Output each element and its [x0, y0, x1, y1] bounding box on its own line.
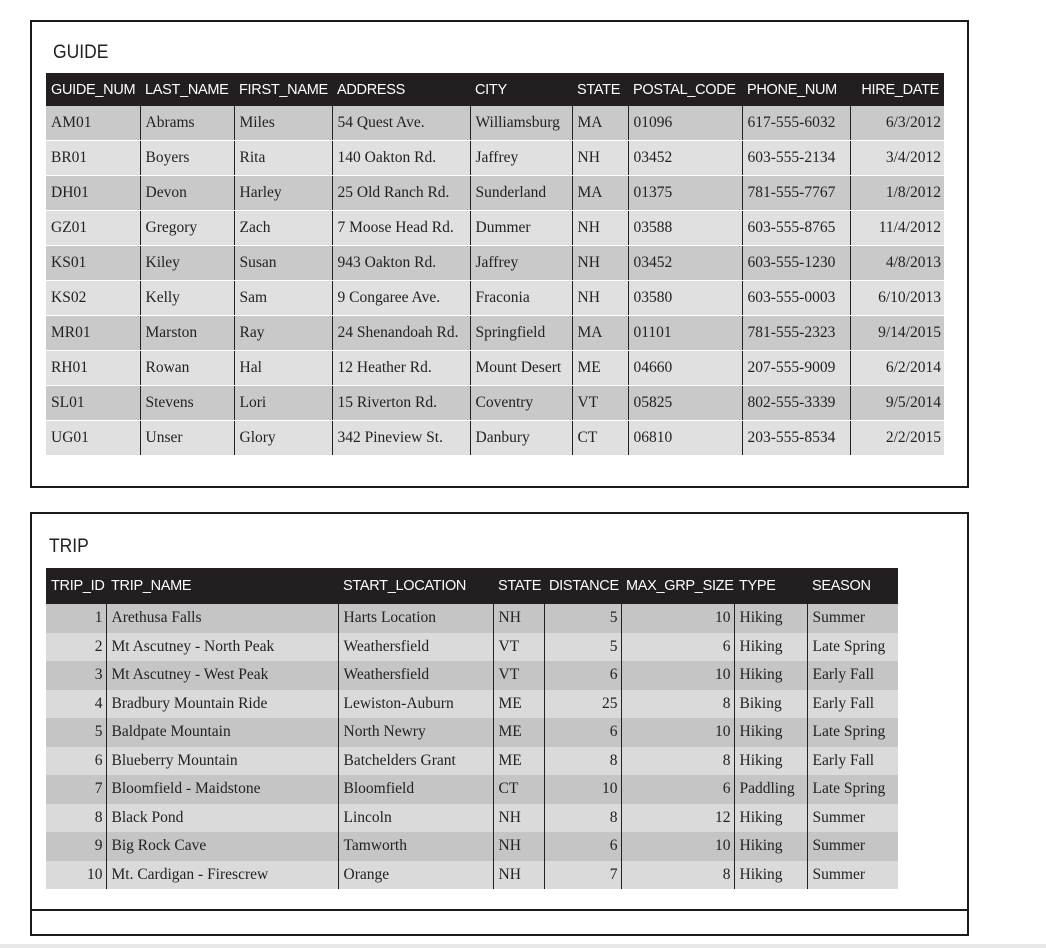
- trip-table-cell: 2: [46, 633, 106, 662]
- guide-table-cell: Zach: [234, 211, 332, 246]
- trip-table-title: TRIP: [49, 536, 89, 557]
- trip-table-cell: Early Fall: [807, 747, 898, 776]
- guide-table-row: [46, 141, 944, 176]
- trip-table-cell: ME: [493, 747, 544, 776]
- trip-table-cell: 5: [544, 604, 621, 633]
- trip-table-row: [46, 747, 898, 776]
- guide-table-cell: 05825: [628, 386, 742, 421]
- guide-table-cell: KS02: [46, 281, 140, 316]
- trip-table-cell: Hiking: [734, 718, 807, 747]
- guide-table-cell: 603-555-0003: [742, 281, 850, 316]
- guide-column-header: GUIDE_NUM: [46, 73, 140, 106]
- guide-table-cell: 24 Shenandoah Rd.: [332, 316, 470, 351]
- guide-table-cell: SL01: [46, 386, 140, 421]
- guide-table-cell: 12 Heather Rd.: [332, 351, 470, 386]
- guide-table-cell: 04660: [628, 351, 742, 386]
- trip-table-cell: 10: [621, 718, 734, 747]
- guide-table-cell: 01101: [628, 316, 742, 351]
- trip-table-cell: 1: [46, 604, 106, 633]
- guide-table-cell: ME: [572, 351, 628, 386]
- guide-table-cell: NH: [572, 211, 628, 246]
- trip-table-cell: 6: [544, 718, 621, 747]
- trip-table-cell: 6: [621, 775, 734, 804]
- guide-table-cell: 207-555-9009: [742, 351, 850, 386]
- guide-table-cell: 4/8/2013: [850, 246, 944, 281]
- trip-table-cell: 6: [621, 633, 734, 662]
- guide-table-cell: 203-555-8534: [742, 421, 850, 456]
- trip-table-cell: Paddling: [734, 775, 807, 804]
- guide-table-row: [46, 106, 944, 141]
- guide-table-cell: 03452: [628, 246, 742, 281]
- trip-table-cell: 8: [621, 747, 734, 776]
- trip-table-cell: 10: [621, 832, 734, 861]
- trip-table-cell: Late Spring: [807, 775, 898, 804]
- guide-table-cell: 802-555-3339: [742, 386, 850, 421]
- trip-table-cell: Mt. Cardigan - Firescrew: [106, 861, 338, 890]
- guide-table-cell: Jaffrey: [470, 141, 572, 176]
- guide-table-row: [46, 316, 944, 351]
- trip-table-cell: Bloomfield: [338, 775, 493, 804]
- trip-table-cell: 5: [46, 718, 106, 747]
- trip-table-cell: Summer: [807, 604, 898, 633]
- guide-table-cell: NH: [572, 246, 628, 281]
- page-bottom-edge: [0, 944, 1046, 948]
- guide-table-cell: Springfield: [470, 316, 572, 351]
- guide-table-cell: DH01: [46, 176, 140, 211]
- guide-table-cell: 943 Oakton Rd.: [332, 246, 470, 281]
- guide-table-cell: MR01: [46, 316, 140, 351]
- guide-table-cell: 01096: [628, 106, 742, 141]
- trip-table-cell: 10: [544, 775, 621, 804]
- guide-table-cell: 25 Old Ranch Rd.: [332, 176, 470, 211]
- guide-column-header: PHONE_NUM: [742, 73, 850, 106]
- guide-table-panel: [30, 20, 969, 488]
- trip-table-cell: Baldpate Mountain: [106, 718, 338, 747]
- guide-table-cell: Coventry: [470, 386, 572, 421]
- trip-column-header: MAX_GRP_SIZE: [621, 568, 734, 604]
- guide-table-cell: 603-555-1230: [742, 246, 850, 281]
- guide-table-cell: Abrams: [140, 106, 234, 141]
- guide-table-cell: Sunderland: [470, 176, 572, 211]
- trip-table-cell: 10: [46, 861, 106, 890]
- trip-table-row: [46, 690, 898, 719]
- trip-table-cell: Hiking: [734, 747, 807, 776]
- trip-table-cell: NH: [493, 804, 544, 833]
- trip-table-cell: Harts Location: [338, 604, 493, 633]
- guide-table-cell: KS01: [46, 246, 140, 281]
- guide-table-cell: 617-555-6032: [742, 106, 850, 141]
- trip-table-cell: 10: [621, 661, 734, 690]
- trip-table-cell: Lewiston-Auburn: [338, 690, 493, 719]
- trip-table-cell: Weathersfield: [338, 633, 493, 662]
- guide-table-cell: MA: [572, 106, 628, 141]
- trip-table-cell: 3: [46, 661, 106, 690]
- guide-table-cell: Susan: [234, 246, 332, 281]
- trip-table-cell: 8: [46, 804, 106, 833]
- trip-table-cell: Orange: [338, 861, 493, 890]
- guide-column-header: STATE: [572, 73, 628, 106]
- trip-table-cell: 8: [621, 690, 734, 719]
- trip-table-cell: Summer: [807, 804, 898, 833]
- guide-table-cell: MA: [572, 316, 628, 351]
- trip-table-cell: Late Spring: [807, 718, 898, 747]
- guide-table-row: [46, 211, 944, 246]
- trip-column-header: START_LOCATION: [338, 568, 493, 604]
- guide-table-cell: AM01: [46, 106, 140, 141]
- guide-table-cell: Danbury: [470, 421, 572, 456]
- guide-table-cell: BR01: [46, 141, 140, 176]
- guide-table-cell: Unser: [140, 421, 234, 456]
- guide-column-header: FIRST_NAME: [234, 73, 332, 106]
- trip-table-cell: NH: [493, 832, 544, 861]
- guide-table-cell: Hal: [234, 351, 332, 386]
- trip-table-cell: Summer: [807, 832, 898, 861]
- guide-table-cell: NH: [572, 281, 628, 316]
- trip-table-panel: [30, 512, 969, 936]
- trip-table-cell: Hiking: [734, 633, 807, 662]
- trip-table-cell: VT: [493, 661, 544, 690]
- trip-table-cell: NH: [493, 861, 544, 890]
- guide-table-row: [46, 421, 944, 456]
- trip-table-cell: Hiking: [734, 861, 807, 890]
- trip-table-cell: 6: [544, 661, 621, 690]
- trip-table-cell: Bradbury Mountain Ride: [106, 690, 338, 719]
- guide-table-title: GUIDE: [53, 42, 109, 63]
- guide-table-cell: Harley: [234, 176, 332, 211]
- guide-table-cell: 781-555-2323: [742, 316, 850, 351]
- guide-table-cell: 15 Riverton Rd.: [332, 386, 470, 421]
- trip-table-row: [46, 661, 898, 690]
- trip-table-cell: Mt Ascutney - West Peak: [106, 661, 338, 690]
- guide-table-cell: 603-555-2134: [742, 141, 850, 176]
- trip-column-header: TYPE: [734, 568, 807, 604]
- trip-table-cell: ME: [493, 718, 544, 747]
- guide-table-cell: Ray: [234, 316, 332, 351]
- trip-table-cell: ME: [493, 690, 544, 719]
- trip-table-row: [46, 832, 898, 861]
- guide-table-cell: Williamsburg: [470, 106, 572, 141]
- guide-table-cell: 03580: [628, 281, 742, 316]
- guide-table-cell: 7 Moose Head Rd.: [332, 211, 470, 246]
- trip-table-cell: 8: [544, 804, 621, 833]
- trip-table-cell: 10: [621, 604, 734, 633]
- guide-table-cell: Devon: [140, 176, 234, 211]
- trip-table-cell: 8: [544, 747, 621, 776]
- trip-table-cell: 9: [46, 832, 106, 861]
- trip-table-cell: 7: [544, 861, 621, 890]
- guide-column-header: ADDRESS: [332, 73, 470, 106]
- guide-table-row: [46, 386, 944, 421]
- trip-column-header: TRIP_ID: [46, 568, 106, 604]
- guide-table-cell: 06810: [628, 421, 742, 456]
- trip-table-cell: Early Fall: [807, 661, 898, 690]
- guide-table-cell: 1/8/2012: [850, 176, 944, 211]
- guide-table-cell: Fraconia: [470, 281, 572, 316]
- trip-table-cell: Early Fall: [807, 690, 898, 719]
- trip-table-row: [46, 633, 898, 662]
- trip-table-cell: 6: [46, 747, 106, 776]
- guide-table-cell: 342 Pineview St.: [332, 421, 470, 456]
- trip-table-cell: Big Rock Cave: [106, 832, 338, 861]
- guide-table-cell: 9/14/2015: [850, 316, 944, 351]
- trip-table-cell: Blueberry Mountain: [106, 747, 338, 776]
- trip-table-cell: Black Pond: [106, 804, 338, 833]
- guide-table: [46, 73, 944, 456]
- guide-table-cell: CT: [572, 421, 628, 456]
- trip-table-cell: Hiking: [734, 832, 807, 861]
- trip-table-row: [46, 718, 898, 747]
- guide-column-header: LAST_NAME: [140, 73, 234, 106]
- trip-table-cell: Weathersfield: [338, 661, 493, 690]
- guide-table-cell: Mount Desert: [470, 351, 572, 386]
- guide-table-cell: VT: [572, 386, 628, 421]
- trip-column-header: STATE: [493, 568, 544, 604]
- guide-table-cell: Kiley: [140, 246, 234, 281]
- guide-table-row: [46, 246, 944, 281]
- guide-table-cell: NH: [572, 141, 628, 176]
- guide-table-cell: MA: [572, 176, 628, 211]
- guide-table-cell: Miles: [234, 106, 332, 141]
- trip-table-cell: 6: [544, 832, 621, 861]
- guide-table-cell: Sam: [234, 281, 332, 316]
- guide-table-cell: 03452: [628, 141, 742, 176]
- guide-table-row: [46, 351, 944, 386]
- trip-column-header: DISTANCE: [544, 568, 621, 604]
- guide-table-cell: 781-555-7767: [742, 176, 850, 211]
- guide-table-cell: 11/4/2012: [850, 211, 944, 246]
- guide-table-cell: GZ01: [46, 211, 140, 246]
- trip-table-cell: 12: [621, 804, 734, 833]
- trip-table-row: [46, 775, 898, 804]
- trip-column-header: TRIP_NAME: [106, 568, 338, 604]
- guide-table-cell: Lori: [234, 386, 332, 421]
- guide-table-cell: 6/3/2012: [850, 106, 944, 141]
- guide-table-cell: 3/4/2012: [850, 141, 944, 176]
- guide-table-cell: Jaffrey: [470, 246, 572, 281]
- guide-table-cell: UG01: [46, 421, 140, 456]
- guide-table-row: [46, 281, 944, 316]
- trip-table-cell: VT: [493, 633, 544, 662]
- trip-table-cell: Hiking: [734, 661, 807, 690]
- bottom-divider: [32, 909, 967, 911]
- guide-column-header: CITY: [470, 73, 572, 106]
- guide-table-cell: 140 Oakton Rd.: [332, 141, 470, 176]
- trip-table-row: [46, 804, 898, 833]
- guide-table-cell: 6/2/2014: [850, 351, 944, 386]
- trip-table-cell: 4: [46, 690, 106, 719]
- trip-table-cell: Late Spring: [807, 633, 898, 662]
- guide-table-cell: Rowan: [140, 351, 234, 386]
- trip-table-cell: NH: [493, 604, 544, 633]
- trip-table-cell: 8: [621, 861, 734, 890]
- trip-table-cell: North Newry: [338, 718, 493, 747]
- guide-table-cell: 6/10/2013: [850, 281, 944, 316]
- guide-table-cell: 2/2/2015: [850, 421, 944, 456]
- trip-table-cell: 5: [544, 633, 621, 662]
- trip-table-cell: 25: [544, 690, 621, 719]
- guide-table-cell: Kelly: [140, 281, 234, 316]
- guide-table-cell: Rita: [234, 141, 332, 176]
- guide-table-cell: Boyers: [140, 141, 234, 176]
- trip-table-row: [46, 861, 898, 890]
- guide-table-cell: 9 Congaree Ave.: [332, 281, 470, 316]
- trip-table: [46, 568, 898, 889]
- trip-table-cell: 7: [46, 775, 106, 804]
- trip-table-cell: Summer: [807, 861, 898, 890]
- trip-table-cell: Bloomfield - Maidstone: [106, 775, 338, 804]
- guide-table-cell: Stevens: [140, 386, 234, 421]
- guide-table-cell: 603-555-8765: [742, 211, 850, 246]
- guide-table-cell: Marston: [140, 316, 234, 351]
- trip-table-row: [46, 604, 898, 633]
- trip-table-cell: Mt Ascutney - North Peak: [106, 633, 338, 662]
- guide-table-cell: Glory: [234, 421, 332, 456]
- guide-table-cell: Dummer: [470, 211, 572, 246]
- guide-table-cell: Gregory: [140, 211, 234, 246]
- guide-column-header: HIRE_DATE: [850, 73, 944, 106]
- trip-table-cell: Lincoln: [338, 804, 493, 833]
- trip-table-cell: CT: [493, 775, 544, 804]
- guide-table-cell: 01375: [628, 176, 742, 211]
- trip-table-cell: Tamworth: [338, 832, 493, 861]
- guide-table-cell: RH01: [46, 351, 140, 386]
- guide-table-cell: 54 Quest Ave.: [332, 106, 470, 141]
- trip-column-header: SEASON: [807, 568, 898, 604]
- guide-column-header: POSTAL_CODE: [628, 73, 742, 106]
- trip-table-cell: Arethusa Falls: [106, 604, 338, 633]
- trip-table-cell: Batchelders Grant: [338, 747, 493, 776]
- trip-table-cell: Biking: [734, 690, 807, 719]
- trip-table-cell: Hiking: [734, 604, 807, 633]
- guide-table-cell: 03588: [628, 211, 742, 246]
- guide-table-row: [46, 176, 944, 211]
- guide-table-cell: 9/5/2014: [850, 386, 944, 421]
- trip-table-cell: Hiking: [734, 804, 807, 833]
